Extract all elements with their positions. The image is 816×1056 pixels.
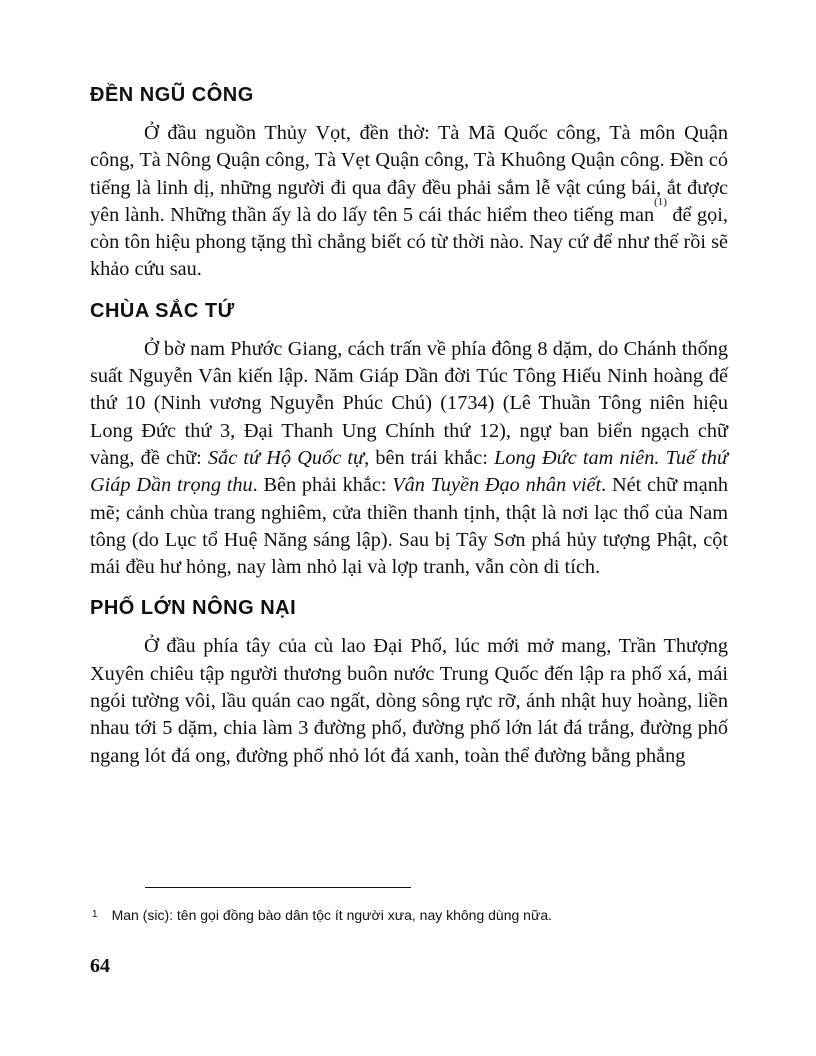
footnote-reference[interactable]: (1)	[654, 195, 667, 208]
paragraph-text: Ở bờ nam Phước Giang, cách trấn về phía đông 8 dặm, do Chánh thống suất Nguyễn Vân kiến lập. Năm Giáp Dần đời Túc Tông Hiếu Ninh hoàng đế thứ 10 (Ninh vương Nguyễn Phúc Chú) (1734) (Lê Thuần Tông niên hiệu Long Đức thứ 3, Đại Thanh Ung Chính thứ 12), ngự ban biển ngạch chữ vàng, đề chữ:	[90, 337, 728, 469]
section-paragraph: Ở đầu phía tây của cù lao Đại Phố, lúc mới mở mang, Trần Thượng Xuyên chiêu tập người thương buôn nước Trung Quốc đến lập ra phố xá, mái ngói tường vôi, lầu quán cao ngất, dòng sông rực rỡ, ánh nhật huy hoàng, liền nhau tới 5 dặm, chia làm 3 đường phố, đường phố lớn lát đá trắng, đường phố ngang lót đá ong, đường phố nhỏ lót đá xanh, toàn thể đường bằng phẳng	[90, 635, 728, 767]
section-heading: ĐỀN NGŨ CÔNG	[90, 84, 254, 106]
paragraph-text: để gọi, còn tôn hiệu phong tặng thì chẳng biết có từ thời nào. Nay cứ để như thế rồi sẽ khảo cứu sau.	[90, 203, 728, 281]
italic-inscription: Vân Tuyền Đạo nhân viết	[392, 474, 602, 497]
paragraph-text: . Bên phải khắc:	[252, 474, 393, 497]
footnote-text: Man (sic): tên gọi đồng bào dân tộc ít người xưa, nay không dùng nữa.	[111, 907, 553, 923]
section-paragraph	[90, 336, 728, 582]
italic-inscription: Sắc tứ Hộ Quốc tự	[207, 446, 365, 469]
section-paragraph	[90, 120, 728, 284]
section-chua-sac-tu	[90, 294, 728, 582]
footnote	[92, 905, 732, 925]
section-den-ngu-cong	[90, 78, 728, 284]
page-content	[90, 78, 728, 780]
section-heading: CHÙA SẮC TỨ	[90, 299, 235, 322]
paragraph-text: Ở đầu nguồn Thủy Vọt, đền thờ: Tà Mã Quốc công, Tà môn Quận công, Tà Nông Quận công, Tà Vẹt Quận công, Tà Khuông Quận công. Đền có tiếng là linh dị, những người đi qua đây đều phải sắm lễ vật cúng bái, ắt được yên lành. Những thần ấy là do lấy tên 5 cái thác hiểm theo tiếng man	[90, 122, 728, 226]
footnote-divider	[145, 887, 411, 888]
italic-inscription: Long Đức tam niên. Tuế thứ Giáp Dần trọng thu	[90, 446, 728, 497]
page-number: 64	[90, 955, 110, 977]
footnote-marker: 1	[92, 909, 98, 920]
paragraph-text: , bên trái khắc:	[364, 446, 495, 469]
paragraph-text: . Nét chữ mạnh mẽ; cảnh chùa trang nghiêm, cửa thiền thanh tịnh, thật là nơi lạc thổ của Nam tông (do Lục tổ Huệ Năng sáng lập). Sau bị Tây Sơn phá hủy tượng Phật, cột mái đều hư hỏng, nay làm nhỏ lại và lợp tranh, vẫn còn di tích.	[90, 474, 728, 579]
section-heading: PHỐ LỚN NÔNG NẠI	[90, 597, 297, 620]
section-pho-lon-nong-nai	[90, 591, 728, 769]
